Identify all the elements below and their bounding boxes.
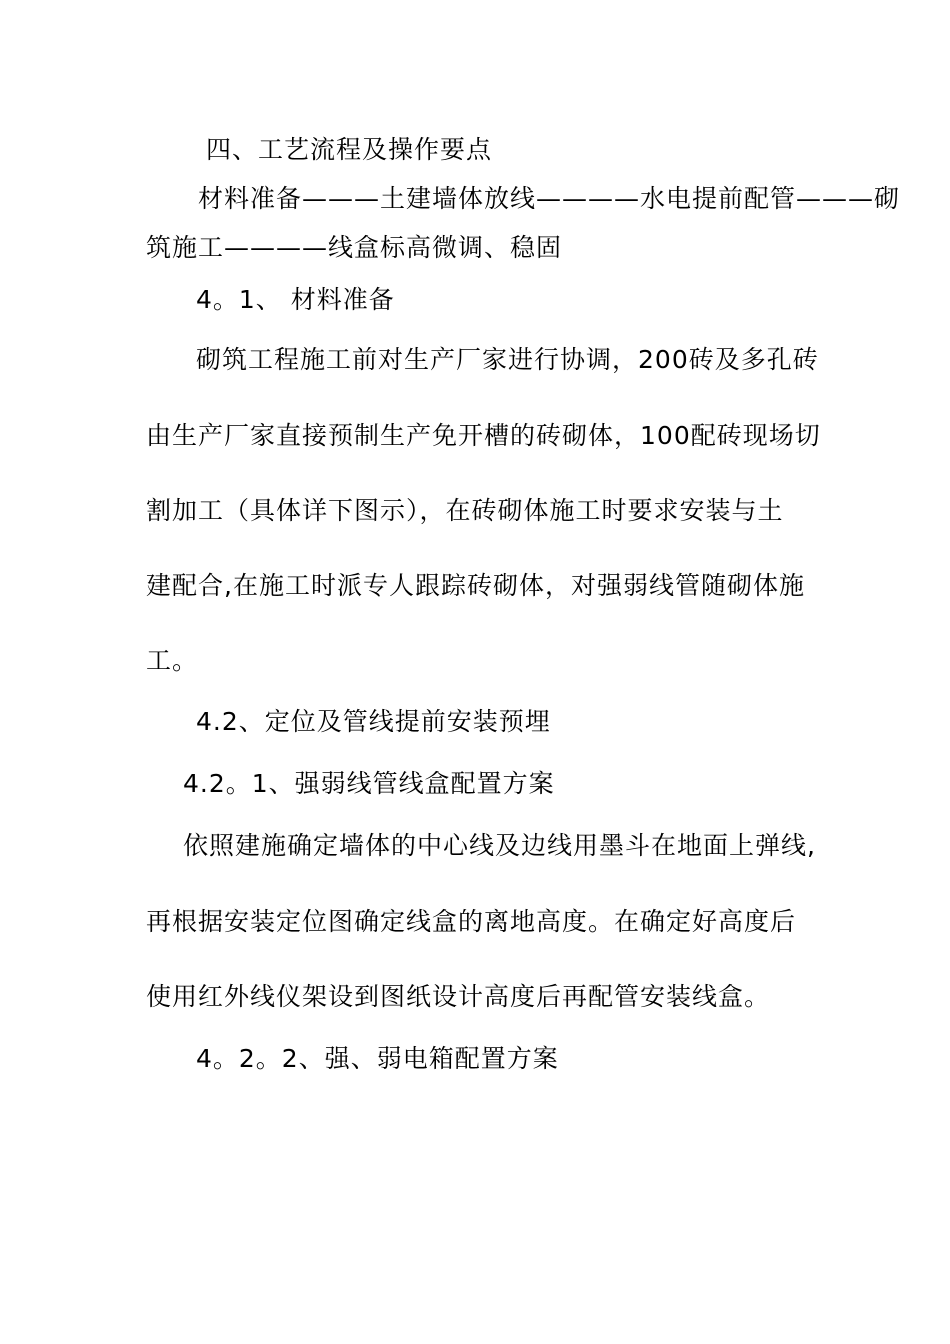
- subsection-title: 4.2、定位及管线提前安装预埋: [196, 707, 551, 736]
- subsection-title: 4.2。1、强弱线管线盒配置方案: [183, 769, 555, 798]
- process-flow-line: 筑施工————线盒标高微调、稳固: [146, 233, 563, 262]
- paragraph-line: 割加工（具体详下图示），在砖砌体施工时要求安装与土: [146, 496, 784, 525]
- section-heading: 四、工艺流程及操作要点: [206, 135, 493, 164]
- paragraph-line: 工。: [146, 646, 199, 675]
- subsection-title: 4。1、 材料准备: [196, 285, 395, 314]
- paragraph-line: 再根据安装定位图确定线盒的离地高度。在确定好高度后: [146, 907, 797, 936]
- paragraph-line: 使用红外线仪架设到图纸设计高度后再配管安装线盒。: [146, 982, 771, 1011]
- paragraph-line: 依照建施确定墙体的中心线及边线用墨斗在地面上弹线,: [183, 831, 816, 860]
- paragraph-line: 砌筑工程施工前对生产厂家进行协调，200砖及多孔砖: [196, 345, 819, 374]
- paragraph-line: 由生产厂家直接预制生产免开槽的砖砌体，100配砖现场切: [146, 421, 821, 450]
- process-flow-line: 材料准备———土建墙体放线————水电提前配管———砌: [198, 184, 901, 213]
- subsection-title: 4。2。2、强、弱电箱配置方案: [196, 1044, 559, 1073]
- paragraph-line: 建配合,在施工时派专人跟踪砖砌体，对强弱线管随砌体施: [146, 571, 805, 600]
